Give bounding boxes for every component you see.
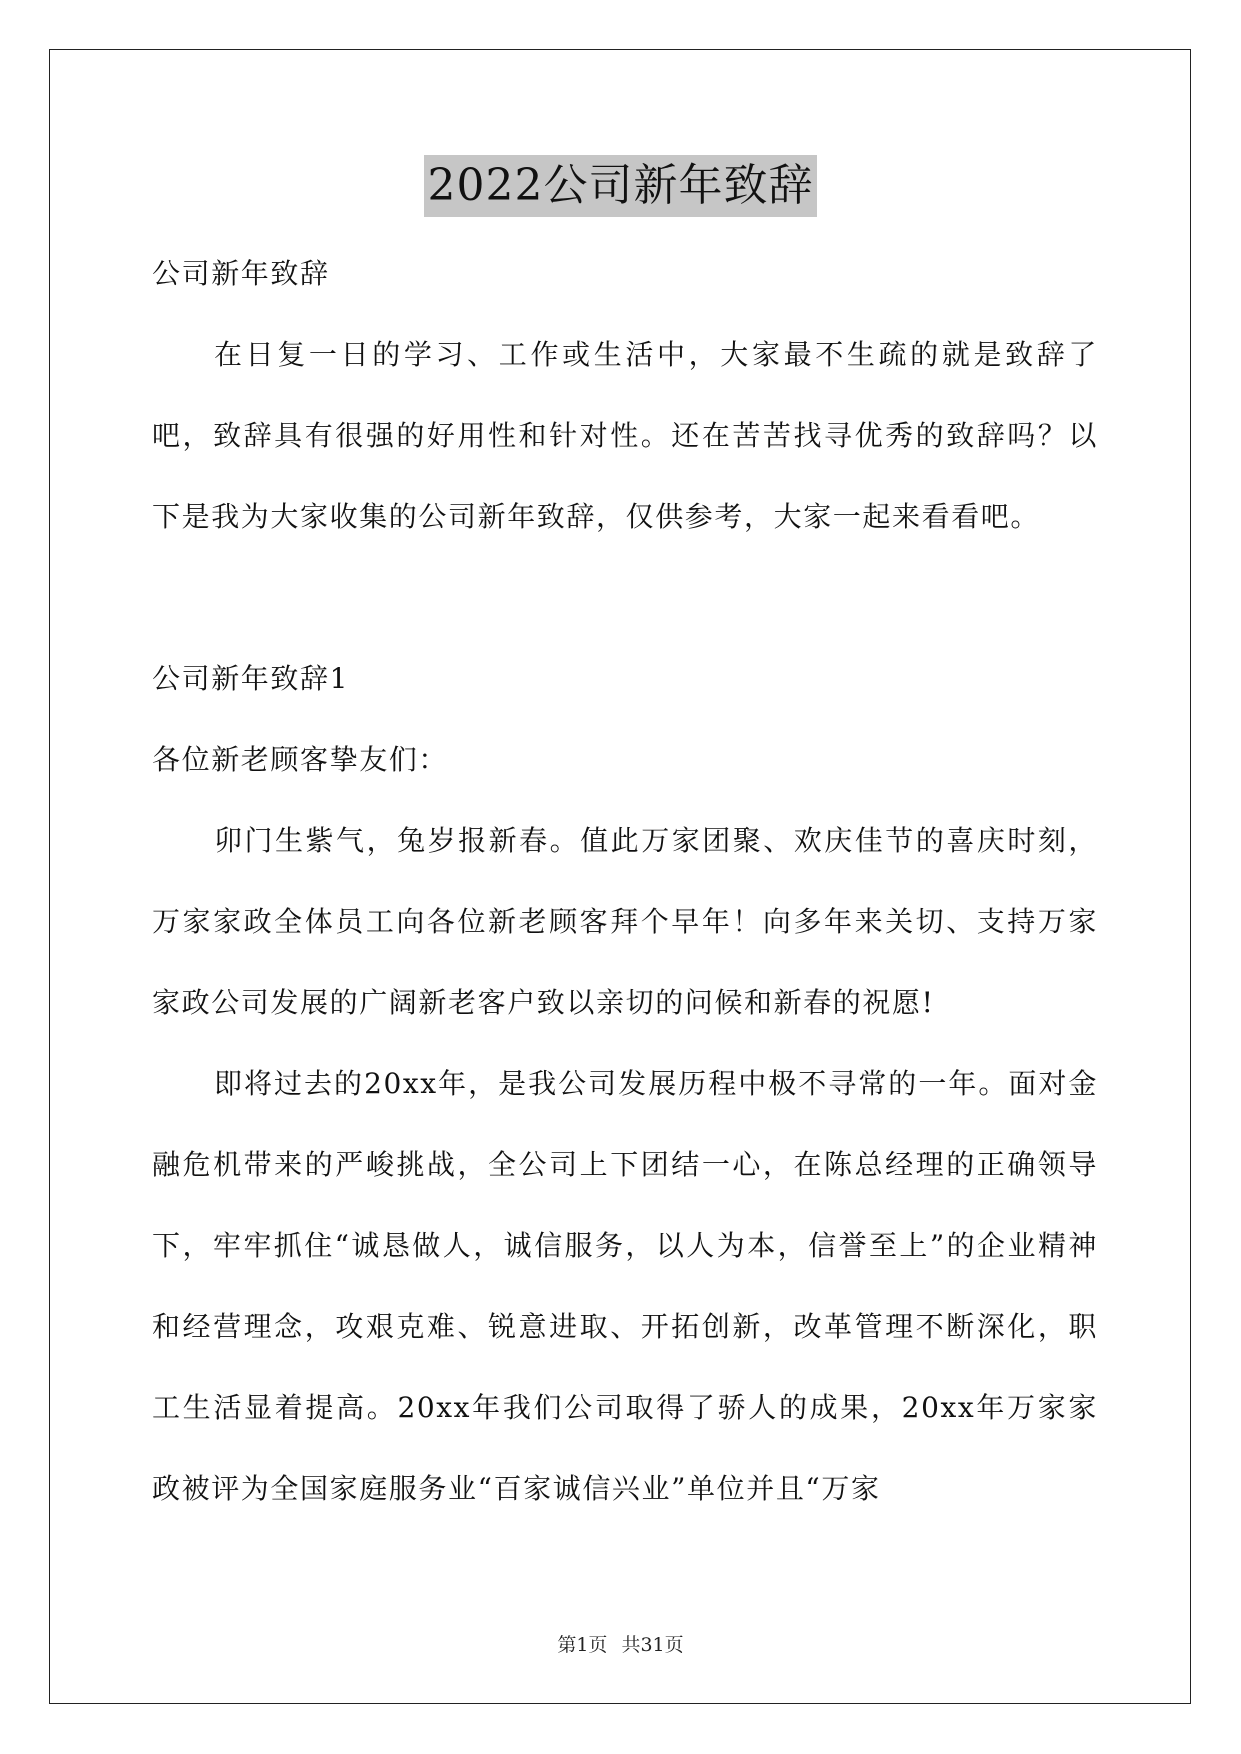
review-paragraph: 即将过去的20xx年，是我公司发展历程中极不寻常的一年。面对金融危机带来的严峻挑战，全公司上下团结一心，在陈总经理的正确领导下，牢牢抓住“诚恳做人，诚信服务，以人为本，信誉至上”的企业精神和经营理念，攻艰克难、锐意进取、开拓创新，改革管理不断深化，职工生活显着提高。20xx年我们公司取得了骄人的成果，20xx年万家家政被评为全国家庭服务业“百家诚信兴业”单位并且“万家 — [152, 1067, 1098, 1505]
salutation-paragraph: 各位新老顾客挚友们： — [152, 743, 449, 776]
page-footer — [0, 1630, 1241, 1657]
section-heading: 公司新年致辞1 — [152, 662, 350, 695]
document-title: 2022公司新年致辞 — [424, 155, 818, 217]
document-body — [152, 233, 1098, 1529]
subtitle-paragraph: 公司新年致辞 — [152, 257, 330, 290]
intro-paragraph: 在日复一日的学习、工作或生活中，大家最不生疏的就是致辞了吧，致辞具有很强的好用性和针对性。还在苦苦找寻优秀的致辞吗？以下是我为大家收集的公司新年致辞，仅供参考，大家一起来看看吧。 — [152, 338, 1098, 533]
page-total: 共31页 — [621, 1634, 684, 1656]
page-number: 第1页 — [557, 1634, 608, 1656]
title-container — [0, 155, 1241, 217]
blank-line — [152, 557, 1098, 638]
greeting-paragraph: 卯门生紫气，兔岁报新春。值此万家团聚、欢庆佳节的喜庆时刻，万家家政全体员工向各位新老顾客拜个早年！向多年来关切、支持万家家政公司发展的广阔新老客户致以亲切的问候和新春的祝愿! — [152, 824, 1098, 1019]
